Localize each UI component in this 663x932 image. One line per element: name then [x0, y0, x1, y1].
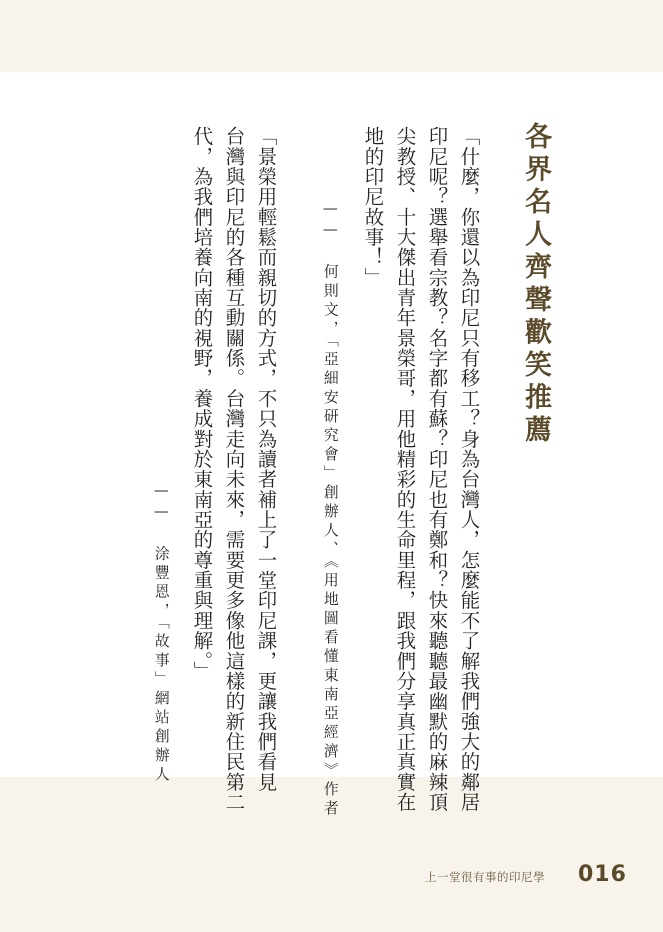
- quote1-line-2: 印尼呢？選舉看宗教？名字都有蘇？印尼也有鄭和？快來聽聽最幽默的麻辣頂: [425, 126, 449, 813]
- quote1-line-1: 「什麼，你還以為印尼只有移工？身為台灣人，怎麼能不了解我們強大的鄰居: [457, 126, 481, 813]
- quote2-attribution: —— 涂豐恩，「故事」網站創辦人: [152, 482, 170, 786]
- quote2-line-2: 台灣與印尼的各種互動關係。台灣走向未來，需要更多像他這樣的新住民第二: [222, 126, 246, 813]
- page-title: 各界名人齊聲歡笑推薦: [520, 122, 551, 448]
- top-margin-band: [0, 0, 663, 72]
- footer-book-title: 上一堂很有事的印尼學: [425, 870, 545, 884]
- quote1-line-4: 地的印尼故事！」: [361, 126, 385, 288]
- page-number: 016: [578, 862, 627, 887]
- quote1-line-3: 尖教授、十大傑出青年景榮哥，用他精彩的生命里程，跟我們分享真正真實在: [393, 126, 417, 813]
- quote2-line-1: 「景榮用輕鬆而親切的方式，不只為讀者補上了一堂印尼課，更讓我們看見: [254, 126, 278, 792]
- quote2-line-3: 代，為我們培養向南的視野，養成對於東南亞的尊重與理解。」: [190, 126, 214, 682]
- quote1-attribution: —— 何則文，「亞細安研究會」創辦人、《用地圖看懂東南亞經濟》作者: [321, 200, 339, 819]
